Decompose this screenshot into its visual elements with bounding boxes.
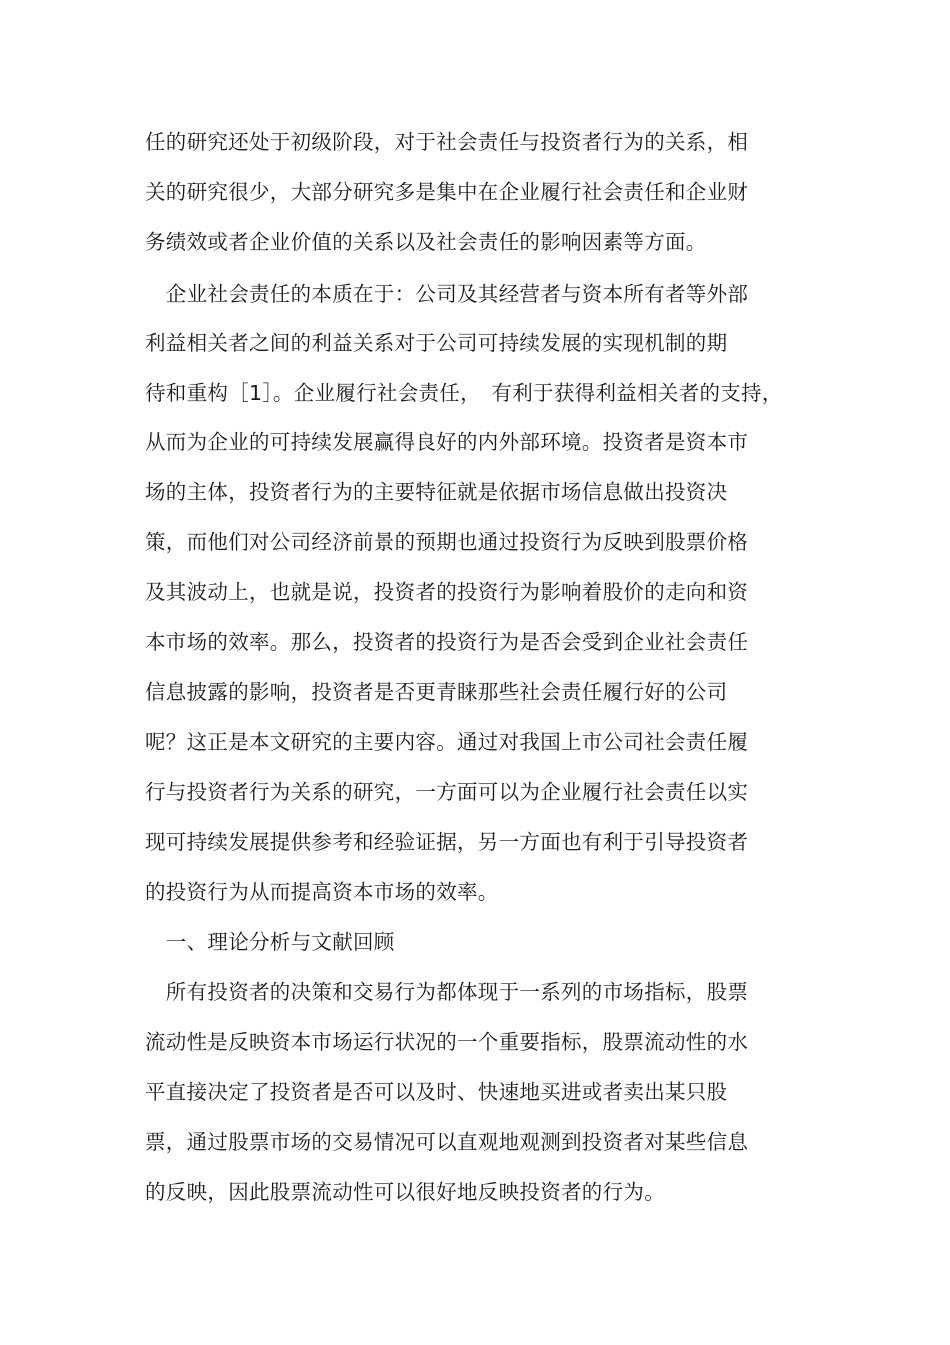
text-line: 的投资行为从而提高资本市场的效率。 [145, 880, 499, 904]
text-line: 票，通过股票市场的交易情况可以直观地观测到投资者对某些信息 [145, 1130, 749, 1154]
text-line: 的反映，因此股票流动性可以很好地反映投资者的行为。 [145, 1180, 665, 1204]
text-line: 及其波动上，也就是说，投资者的投资行为影响着股价的走向和资 [145, 580, 749, 604]
text-line: 呢？这正是本文研究的主要内容。通过对我国上市公司社会责任履 [145, 730, 749, 754]
text-line: 待和重构［1］。企业履行社会责任， 有利于获得利益相关者的支持， [145, 381, 783, 405]
text-line: 务绩效或者企业价值的关系以及社会责任的影响因素等方面。 [145, 230, 707, 254]
text-line: 所有投资者的决策和交易行为都体现于一系列的市场指标，股票 [145, 980, 749, 1004]
section-heading: 一、理论分析与文献回顾 [145, 930, 395, 954]
text-line: 行与投资者行为关系的研究，一方面可以为企业履行社会责任以实 [145, 780, 749, 804]
text-line: 关的研究很少，大部分研究多是集中在企业履行社会责任和企业财 [145, 180, 749, 204]
text-line: 现可持续发展提供参考和经验证据，另一方面也有利于引导投资者 [145, 830, 749, 854]
text-line: 从而为企业的可持续发展赢得良好的内外部环境。投资者是资本市 [145, 430, 749, 454]
text-line: 企业社会责任的本质在于：公司及其经营者与资本所有者等外部 [145, 282, 749, 306]
text-line: 流动性是反映资本市场运行状况的一个重要指标，股票流动性的水 [145, 1030, 749, 1054]
text-line: 利益相关者之间的利益关系对于公司可持续发展的实现机制的期 [145, 331, 728, 355]
text-line: 信息披露的影响，投资者是否更青睐那些社会责任履行好的公司 [145, 680, 728, 704]
text-line: 场的主体，投资者行为的主要特征就是依据市场信息做出投资决 [145, 480, 728, 504]
text-line: 平直接决定了投资者是否可以及时、快速地买进或者卖出某只股 [145, 1080, 728, 1104]
text-line: 本市场的效率。那么，投资者的投资行为是否会受到企业社会责任 [145, 630, 749, 654]
text-line: 策，而他们对公司经济前景的预期也通过投资行为反映到股票价格 [145, 530, 749, 554]
text-line: 任的研究还处于初级阶段，对于社会责任与投资者行为的关系，相 [145, 130, 749, 154]
